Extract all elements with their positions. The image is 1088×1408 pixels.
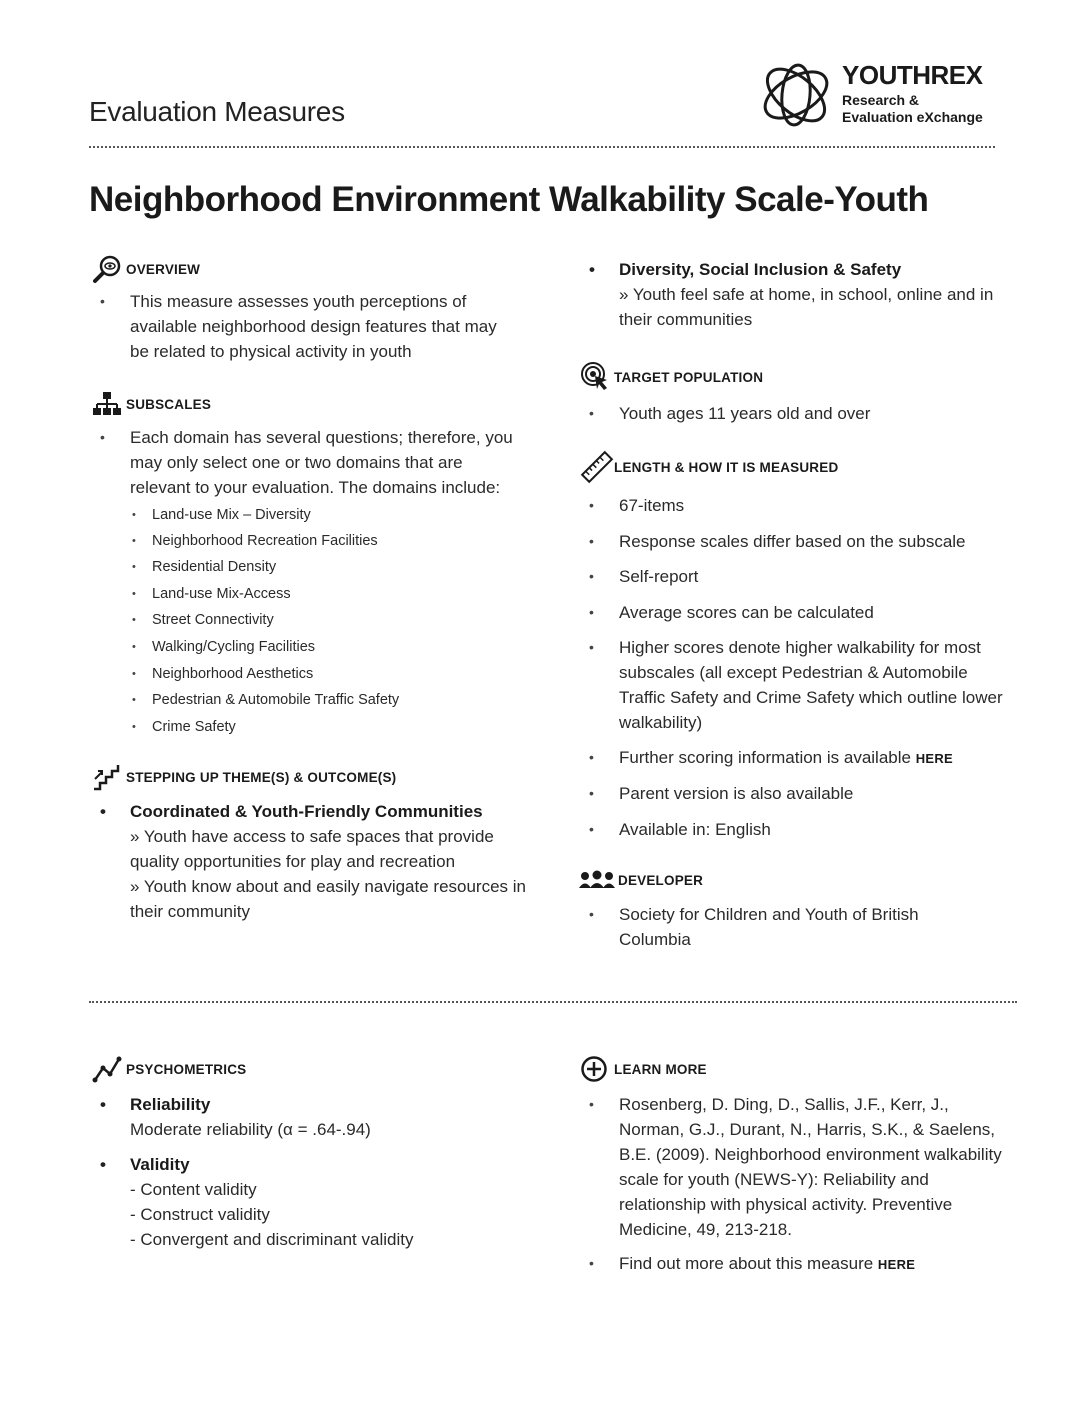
domain-item: • Street Connectivity: [132, 612, 274, 628]
reliability-text: Moderate reliability (α = .64-.94): [130, 1120, 371, 1139]
page-title: Neighborhood Environment Walkability Scale-Youth: [89, 180, 929, 219]
languages: • Available in: English: [589, 820, 771, 839]
domain-item: • Residential Density: [132, 559, 277, 575]
find-more: • Find out more about this measure HERE: [589, 1254, 916, 1273]
psychometrics-label: PSYCHOMETRICS: [126, 1061, 247, 1077]
line-graph-icon: [92, 1054, 126, 1084]
domain-item: • Land-use Mix – Diversity: [132, 507, 311, 523]
length-item: • Response scales differ based on the subscale: [589, 532, 966, 551]
orbit-logo-icon: [758, 58, 834, 132]
domain-item: • Walking/Cycling Facilities: [132, 639, 316, 655]
developer-text: • Society for Children and Youth of British Columbia: [589, 905, 919, 949]
overview-heading: [92, 254, 200, 284]
section-divider: [89, 1001, 1017, 1003]
reliability-block: • Reliability Moderate reliability (α = .64-.94): [100, 1095, 371, 1139]
theme2-block: • Diversity, Social Inclusion & Safety » Youth feel safe at home, in school, online and in their communities: [589, 260, 994, 329]
theme1-outcome-1: » Youth have access to safe spaces that provide quality opportunities for play and recreation: [130, 827, 494, 871]
scoring-here-link[interactable]: HERE: [915, 751, 954, 766]
overview-label: OVERVIEW: [126, 261, 201, 277]
subscales-heading: [92, 389, 211, 419]
target-population-heading: [580, 362, 763, 392]
theme2-outcome-1: » Youth feel safe at home, in school, online and in their communities: [619, 285, 994, 329]
target-population-text: • Youth ages 11 years old and over: [589, 404, 871, 423]
developer-heading: [578, 865, 703, 895]
domain-item: • Pedestrian & Automobile Traffic Safety: [132, 692, 400, 708]
length-label: LENGTH & HOW IT IS MEASURED: [614, 459, 839, 475]
target-pointer-icon: [580, 362, 614, 392]
find-more-here-link[interactable]: HERE: [877, 1257, 916, 1272]
theme1-block: • Coordinated & Youth-Friendly Communities » Youth have access to safe spaces that provide quality opportunities for play and recreation » Youth know about and easily navigate resources in their community: [100, 802, 526, 921]
target-population-label: TARGET POPULATION: [614, 369, 764, 385]
domain-item: • Crime Safety: [132, 719, 236, 735]
reliability-title: Reliability: [130, 1095, 211, 1114]
hierarchy-icon: [92, 389, 126, 419]
header-divider: [89, 146, 995, 148]
domain-item: • Neighborhood Recreation Facilities: [132, 533, 378, 549]
people-group-icon: [578, 865, 618, 895]
length-item: • Higher scores denote higher walkability for most subscales (all except Pedestrian & Automobile Traffic Safety and Crime Safety which outline lower walkability): [589, 638, 1003, 732]
length-item: • 67-items: [589, 496, 685, 515]
domain-item: • Land-use Mix-Access: [132, 586, 291, 602]
subscales-text: • Each domain has several questions; therefore, you may only select one or two domains that are relevant to your evaluation. The domains include:: [100, 428, 513, 497]
parent-version: • Parent version is also available: [589, 784, 854, 803]
logo-subtitle-1: Research &: [842, 92, 920, 108]
learn-more-heading: [580, 1054, 707, 1084]
stepping-up-label: STEPPING UP THEME(S) & OUTCOME(S): [126, 769, 397, 785]
theme1-title: Coordinated & Youth-Friendly Communities: [130, 802, 483, 821]
stepping-up-heading: [92, 762, 396, 792]
overview-text: • This measure assesses youth perceptions of available neighborhood design features that may be related to physical activity in youth: [100, 292, 497, 361]
length-item: • Self-report: [589, 567, 699, 586]
theme2-title: Diversity, Social Inclusion & Safety: [619, 260, 902, 279]
stairs-icon: [92, 762, 126, 792]
validity-item: - Construct validity: [130, 1205, 270, 1224]
domain-item: • Neighborhood Aesthetics: [132, 666, 314, 682]
learn-more-label: LEARN MORE: [614, 1061, 707, 1077]
subscales-label: SUBSCALES: [126, 396, 212, 412]
psychometrics-heading: [92, 1054, 246, 1084]
theme1-outcome-2: » Youth know about and easily navigate resources in their community: [130, 877, 526, 921]
citation: • Rosenberg, D. Ding, D., Sallis, J.F., Kerr, J., Norman, G.J., Durant, N., Harris, S.K., & Saelens, B.E. (2009). Neighborhood environment walkability scale for youth (NEWS-Y): Reliability and relationship with physical activity. Preventive Medicine, 49, 213-218.: [589, 1095, 1002, 1239]
header-title: Evaluation Measures: [89, 96, 345, 127]
length-heading: [580, 452, 838, 482]
logo-subtitle-2: Evaluation eXchange: [842, 109, 983, 125]
plus-circle-icon: [580, 1054, 614, 1084]
developer-label: DEVELOPER: [618, 872, 704, 888]
ruler-icon: [580, 452, 614, 482]
validity-title: Validity: [130, 1155, 190, 1174]
logo-name: YOUTHREX: [842, 60, 983, 90]
validity-block: • Validity - Content validity - Construct validity - Convergent and discriminant validity: [100, 1155, 414, 1249]
youthrex-logo: [758, 58, 1008, 132]
scoring-info: • Further scoring information is available HERE: [589, 748, 954, 767]
validity-item: - Convergent and discriminant validity: [130, 1230, 414, 1249]
length-item: • Average scores can be calculated: [589, 603, 874, 622]
magnifier-eye-icon: [92, 254, 126, 284]
validity-item: - Content validity: [130, 1180, 257, 1199]
